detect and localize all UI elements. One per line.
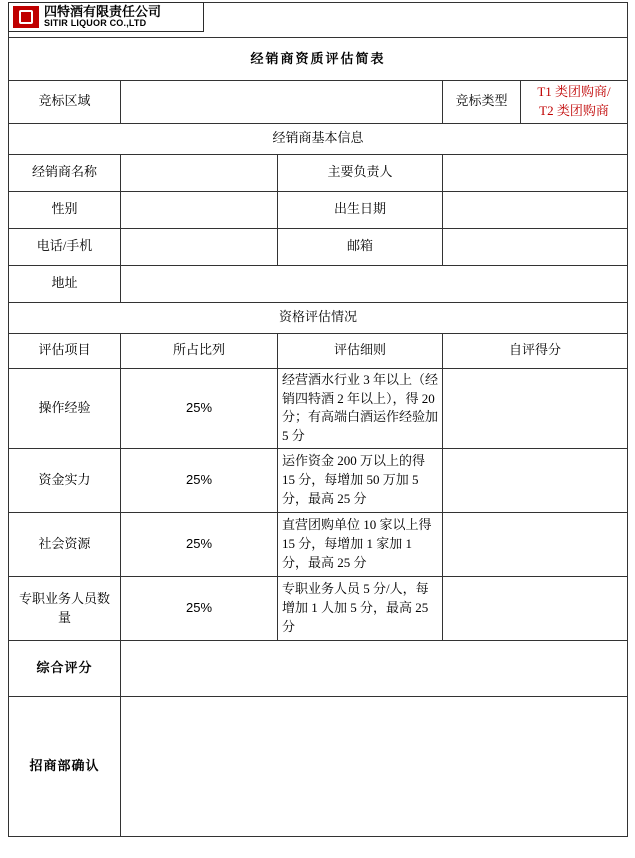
principal-label: 主要负责人	[278, 154, 443, 191]
table-row	[9, 449, 628, 513]
eval-score-1[interactable]	[443, 449, 628, 513]
table-row	[9, 513, 628, 577]
row-gender	[9, 191, 628, 228]
page-title: 经销商资质评估简表	[9, 38, 628, 81]
gender-label: 性别	[9, 191, 121, 228]
eval-score-0[interactable]	[443, 368, 628, 448]
total-score-label: 综合评分	[9, 641, 121, 697]
section-qualification-row	[9, 302, 628, 333]
logo-company-cn: 四特酒有限责任公司	[44, 4, 162, 20]
logo-text	[44, 5, 161, 28]
logo-icon	[13, 6, 39, 28]
row-address	[9, 265, 628, 302]
logo-company-en: SITIR LIQUOR CO.,LTD	[44, 18, 147, 29]
eval-detail-2: 直营团购单位 10 家以上得 15 分，每增加 1 家加 1 分，最高 25 分	[278, 513, 443, 577]
gender-value[interactable]	[121, 191, 278, 228]
principal-value[interactable]	[443, 154, 628, 191]
eval-item-2: 社会资源	[9, 513, 121, 577]
bid-area-label: 竞标区域	[9, 81, 121, 124]
bid-area-value[interactable]	[121, 81, 443, 124]
row-phone	[9, 228, 628, 265]
address-label: 地址	[9, 265, 121, 302]
evaluation-table	[8, 2, 628, 837]
bid-type-line2: T2 类团购商	[539, 102, 609, 118]
bid-type-label: 竞标类型	[443, 81, 521, 124]
confirm-row	[9, 697, 628, 837]
email-value[interactable]	[443, 228, 628, 265]
row-name	[9, 154, 628, 191]
eval-percent-0: 25%	[121, 368, 278, 448]
eval-item-1: 资金实力	[9, 449, 121, 513]
eval-detail-1: 运作资金 200 万以上的得 15 分，每增加 50 万加 5 分，最高 25 分	[278, 449, 443, 513]
phone-label: 电话/手机	[9, 228, 121, 265]
title-row	[9, 38, 628, 81]
table-row	[9, 577, 628, 641]
confirm-value[interactable]	[121, 697, 628, 837]
section-basic-info-row	[9, 123, 628, 154]
eval-detail-0: 经营酒水行业 3 年以上（经销四特酒 2 年以上），得 20 分；有高端白酒运作经验加 5 分	[278, 368, 443, 448]
eval-header-detail: 评估细则	[278, 333, 443, 368]
birthdate-value[interactable]	[443, 191, 628, 228]
dealer-name-label: 经销商名称	[9, 154, 121, 191]
phone-value[interactable]	[121, 228, 278, 265]
birthdate-label: 出生日期	[278, 191, 443, 228]
eval-percent-2: 25%	[121, 513, 278, 577]
eval-header-item: 评估项目	[9, 333, 121, 368]
table-row	[9, 368, 628, 448]
confirm-label: 招商部确认	[9, 697, 121, 837]
bid-row	[9, 81, 628, 124]
dealer-name-value[interactable]	[121, 154, 278, 191]
eval-score-3[interactable]	[443, 577, 628, 641]
eval-score-2[interactable]	[443, 513, 628, 577]
eval-item-0: 操作经验	[9, 368, 121, 448]
eval-item-3: 专职业务人员数量	[9, 577, 121, 641]
eval-header-percent: 所占比列	[121, 333, 278, 368]
email-label: 邮箱	[278, 228, 443, 265]
eval-percent-1: 25%	[121, 449, 278, 513]
eval-detail-3: 专职业务人员 5 分/人，每增加 1 人加 5 分，最高 25 分	[278, 577, 443, 641]
eval-header-row	[9, 333, 628, 368]
company-logo	[8, 2, 204, 32]
eval-percent-3: 25%	[121, 577, 278, 641]
section-basic-info: 经销商基本信息	[9, 123, 628, 154]
bid-type-line1: T1 类团购商/	[537, 84, 611, 99]
total-score-row	[9, 641, 628, 697]
bid-type-value[interactable]	[521, 81, 628, 124]
address-value[interactable]	[121, 265, 628, 302]
section-qualification: 资格评估情况	[9, 302, 628, 333]
total-score-value[interactable]	[121, 641, 628, 697]
eval-header-score: 自评得分	[443, 333, 628, 368]
